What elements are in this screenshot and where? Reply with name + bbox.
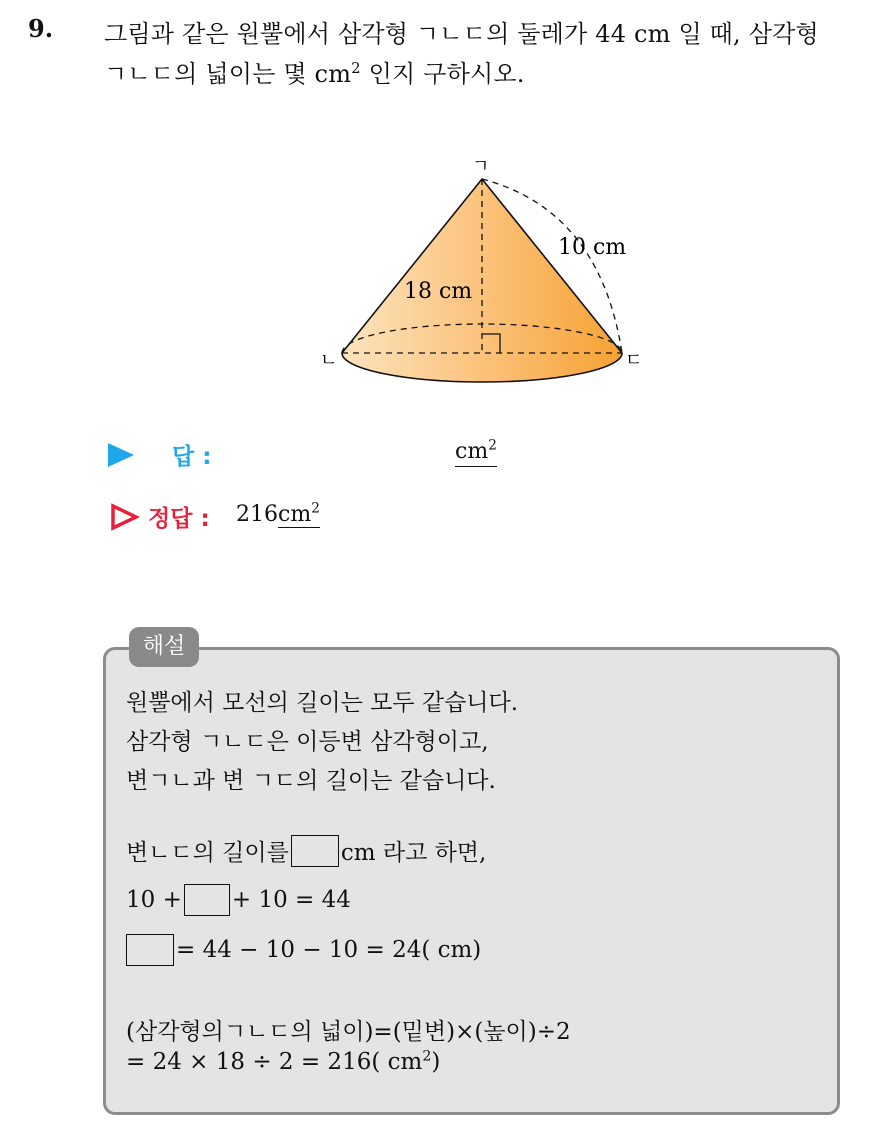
blank-box bbox=[126, 934, 174, 966]
explanation-line8: = 24 × 18 ÷ 2 = 216( $cm^2$) bbox=[126, 1048, 441, 1075]
cone-diagram bbox=[300, 150, 670, 400]
explanation-line5: 10 + + 10 = 44 bbox=[126, 884, 351, 916]
correct-answer: $216cm^2$ bbox=[236, 500, 320, 527]
question-text-line2: ㄱㄴㄷ의 넓이는 몇 $cm^2$ 인지 구하시오. bbox=[104, 59, 525, 88]
slant-measure-label: 10 cm bbox=[558, 235, 627, 260]
explanation-line1: 원뿔에서 모선의 길이는 모두 같습니다. bbox=[126, 690, 519, 716]
answer-label: 답 : bbox=[172, 444, 212, 470]
explanation-line6: = 44 − 10 − 10 = 24( cm) bbox=[126, 934, 481, 966]
correct-label: 정답 : bbox=[148, 506, 210, 532]
question-text-line1: 그림과 같은 원뿔에서 삼각형 ㄱㄴㄷ의 둘레가 44 cm 일 때, 삼각형 bbox=[104, 20, 819, 48]
blank-box bbox=[184, 884, 230, 916]
answer-arrow-icon bbox=[108, 443, 134, 467]
right-vertex-label: ㄷ bbox=[625, 350, 643, 371]
answer-unit: $cm^2$ bbox=[455, 438, 497, 467]
height-measure-label: 18 cm bbox=[404, 279, 473, 304]
blank-box bbox=[291, 835, 339, 867]
explanation-line2: 삼각형 ㄱㄴㄷ은 이등변 삼각형이고, bbox=[126, 729, 489, 755]
explanation-tag: 해설 bbox=[129, 627, 199, 667]
left-vertex-label: ㄴ bbox=[320, 350, 338, 371]
cone-figure bbox=[300, 150, 670, 400]
question-number: 9. bbox=[28, 14, 54, 43]
correct-arrow-icon bbox=[110, 503, 140, 531]
explanation-line7: (삼각형의ㄱㄴㄷ의 넓이)=(밑변)×(높이)÷2 bbox=[126, 1019, 571, 1045]
apex-label: ㄱ bbox=[472, 156, 490, 177]
explanation-line3: 변ㄱㄴ과 변 ㄱㄷ의 길이는 같습니다. bbox=[126, 768, 496, 794]
explanation-line4: 변ㄴㄷ의 길이를 cm 라고 하면, bbox=[126, 834, 486, 867]
